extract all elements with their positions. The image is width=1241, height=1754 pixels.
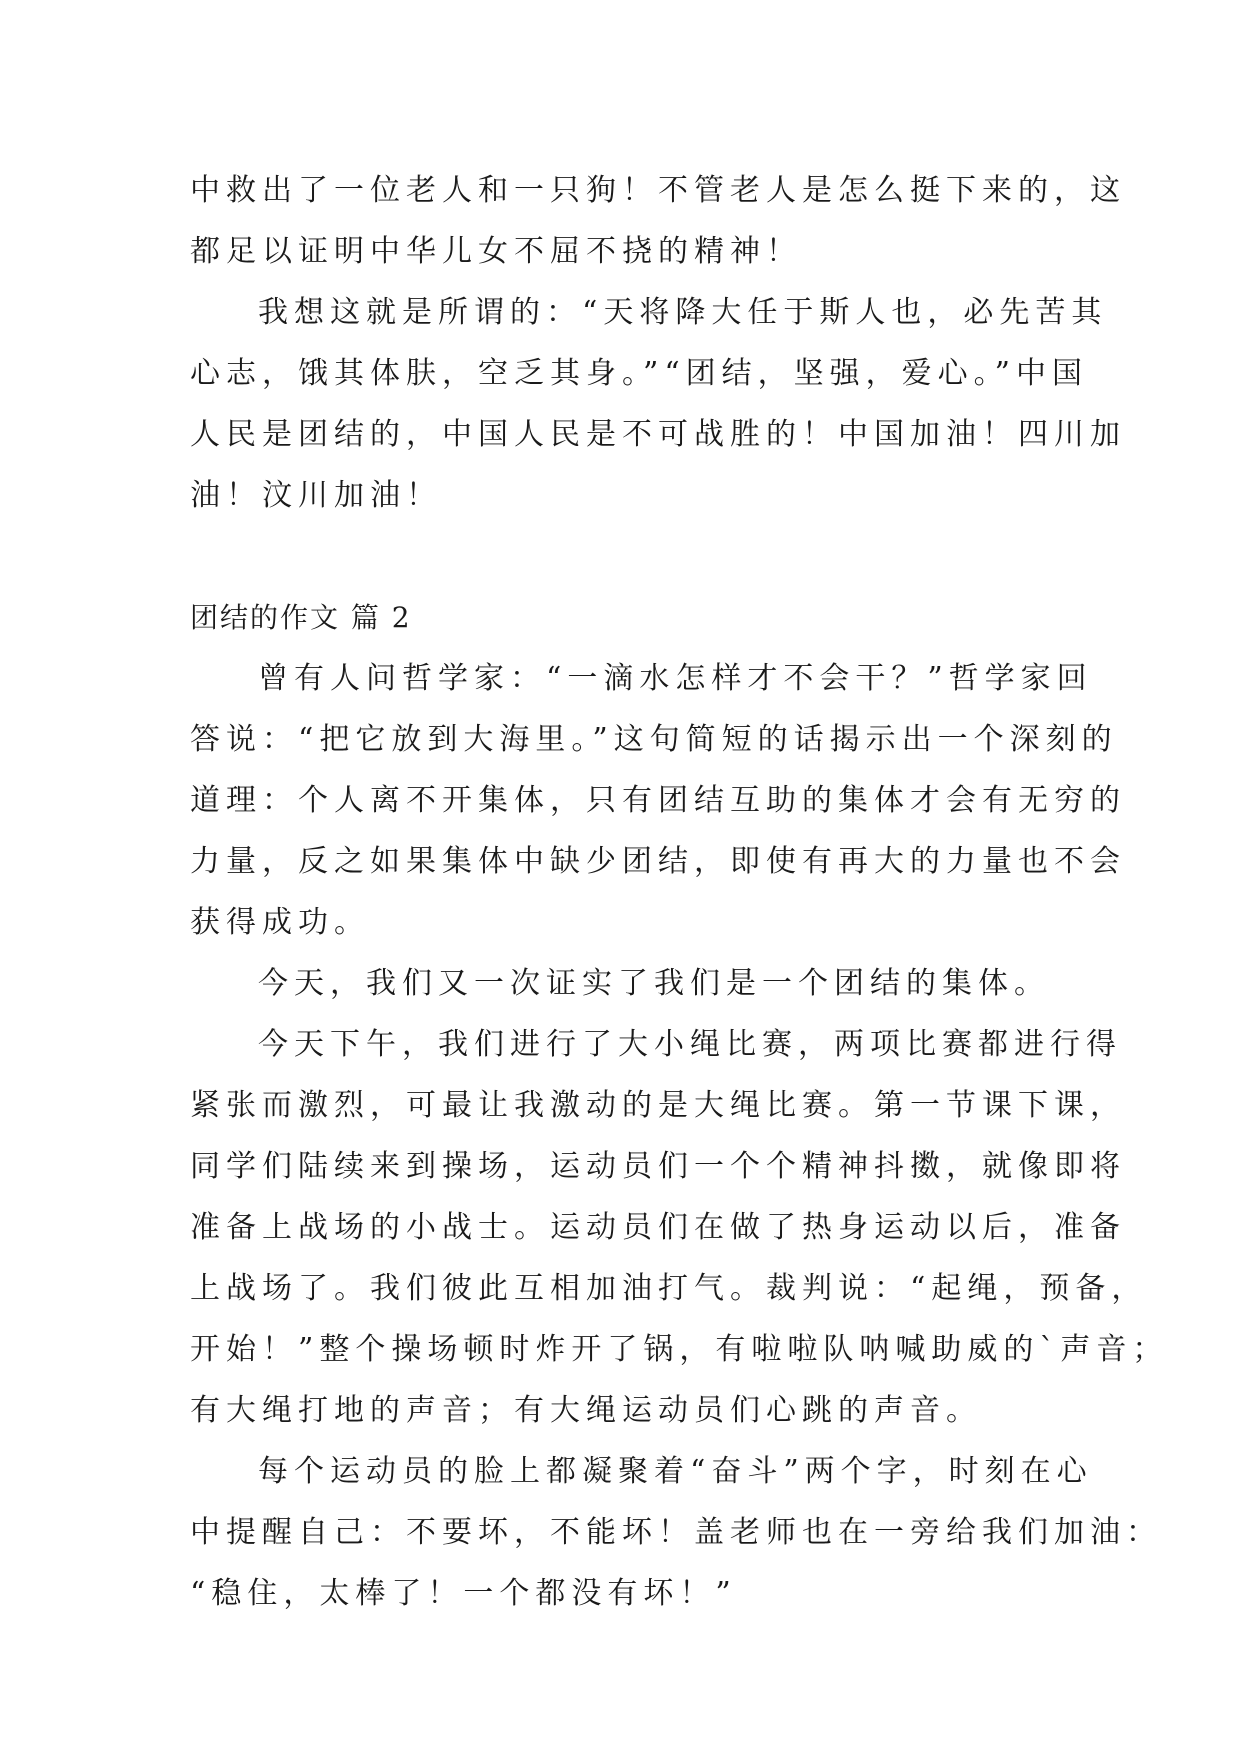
text-line: 曾有人问哲学家：“一滴水怎样才不会干？”哲学家回 <box>258 661 1093 696</box>
paragraph-rescue-conclusion <box>190 160 1126 282</box>
section-heading: 团结的作文 篇 2 <box>190 601 412 634</box>
text-line: 人民是团结的，中国人民是不可战胜的！中国加油！四川加 <box>190 417 1126 452</box>
text-line: 每个运动员的脸上都凝聚着“奋斗”两个字，时刻在心 <box>258 1454 1093 1489</box>
paragraph-heaven-quote <box>190 282 1126 526</box>
text-line: 有大绳打地的声音；有大绳运动员们心跳的声音。 <box>190 1393 982 1428</box>
text-line: 紧张而激烈，可最让我激动的是大绳比赛。第一节课下课， <box>190 1088 1126 1123</box>
text-line: 中救出了一位老人和一只狗！不管老人是怎么挺下来的，这 <box>190 173 1126 208</box>
text-line: 获得成功。 <box>190 905 370 940</box>
section-spacer <box>190 526 1060 587</box>
document-page <box>190 160 1169 1624</box>
text-line: 同学们陆续来到操场，运动员们一个个精神抖擞，就像即将 <box>190 1149 1126 1184</box>
text-line: 油！汶川加油！ <box>190 478 442 513</box>
text-line: 今天下午，我们进行了大小绳比赛，两项比赛都进行得 <box>258 1027 1122 1062</box>
text-line: 力量，反之如果集体中缺少团结，即使有再大的力量也不会 <box>190 844 1126 879</box>
text-line: 上战场了。我们彼此互相加油打气。裁判说：“起绳，预备， <box>190 1271 1148 1306</box>
text-line: 我想这就是所谓的：“天将降大任于斯人也，必先苦其 <box>258 295 1108 330</box>
text-line: 中提醒自己：不要坏，不能坏！盖老师也在一旁给我们加油： <box>190 1515 1162 1550</box>
text-line: 开始！”整个操场顿时炸开了锅，有啦啦队呐喊助威的`声音； <box>190 1332 1169 1367</box>
text-line: 道理：个人离不开集体，只有团结互助的集体才会有无穷的 <box>190 783 1126 818</box>
paragraph-today-proof <box>190 953 1060 1014</box>
paragraph-rope-competition <box>190 1014 1169 1441</box>
text-line: 答说：“把它放到大海里。”这句简短的话揭示出一个深刻的 <box>190 722 1118 757</box>
paragraph-athletes-struggle <box>190 1441 1162 1624</box>
paragraph-philosopher <box>190 648 1126 953</box>
text-line: 今天，我们又一次证实了我们是一个团结的集体。 <box>258 966 1050 1001</box>
text-line: “稳住，太棒了！一个都没有坏！” <box>190 1576 737 1611</box>
text-line: 心志，饿其体肤，空乏其身。”“团结，坚强，爱心。”中国 <box>190 356 1089 391</box>
text-line: 准备上战场的小战士。运动员们在做了热身运动以后，准备 <box>190 1210 1126 1245</box>
text-line: 都足以证明中华儿女不屈不挠的精神！ <box>190 234 802 269</box>
